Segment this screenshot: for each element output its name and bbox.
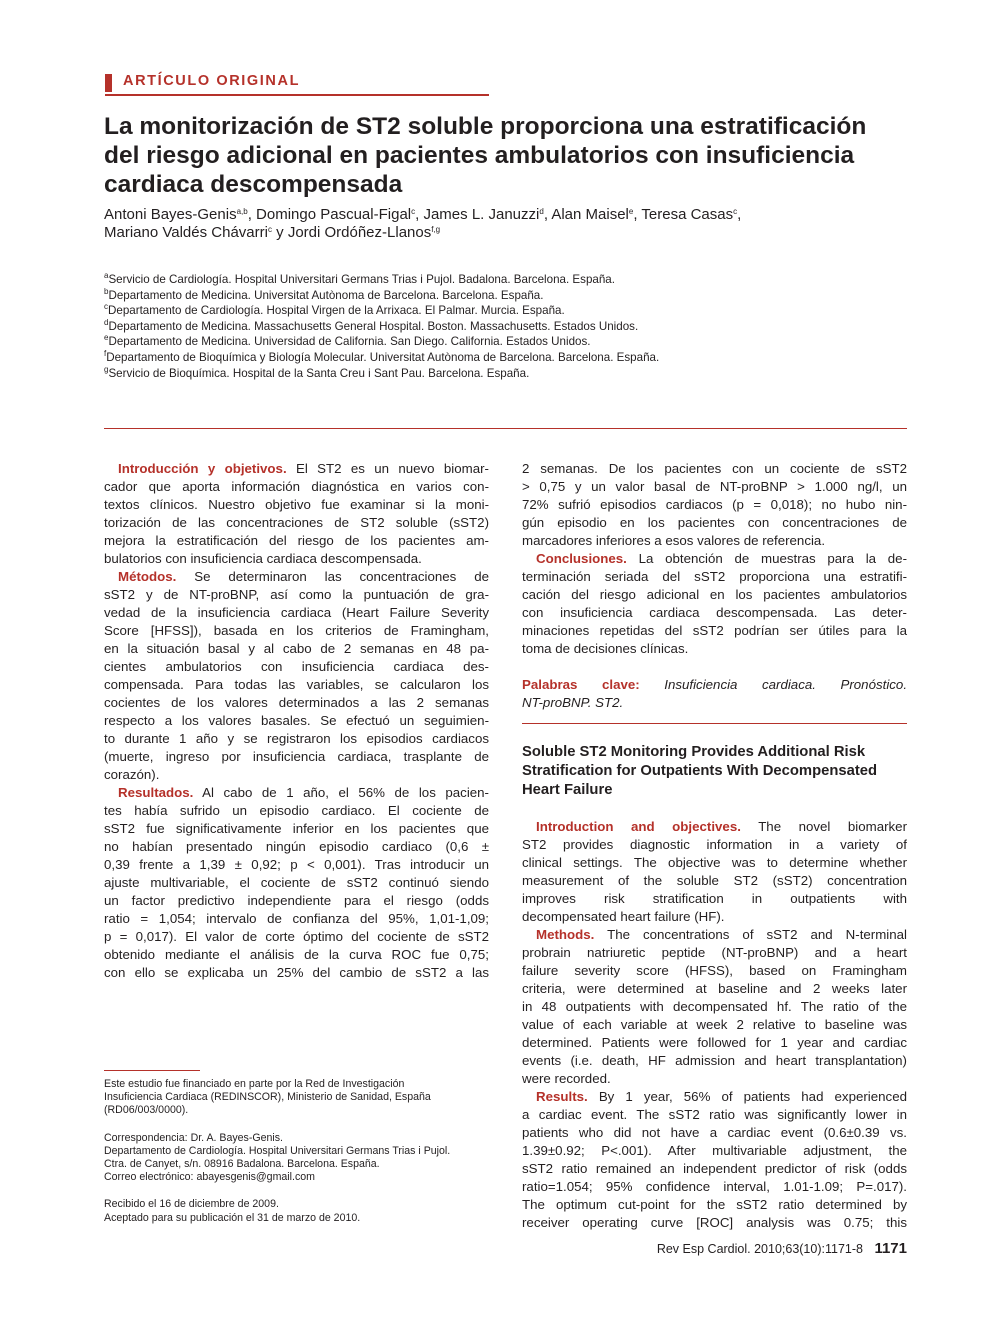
abstract-line-text: ajuste multivariable, el cociente de sST2 continuó siendo <box>104 875 489 890</box>
page-footer <box>657 1240 907 1257</box>
abstract-line-text: (muerte, ingreso por insuficiencia cardiaca, trasplante de <box>104 749 489 764</box>
abstract-line <box>522 998 907 1016</box>
abstract-line <box>104 748 489 766</box>
footnote-gap <box>104 1118 504 1132</box>
abstract-line-text: p = 0,017). El valor de corte óptimo del cociente de sST2 <box>104 929 489 944</box>
methods-paragraph-en <box>522 926 907 1088</box>
abstract-line-text: cocientes de los valores determinados a las 2 semanas <box>104 695 489 710</box>
abstract-line <box>104 640 489 658</box>
affiliation-text: Servicio de Cardiología. Hospital Universitari Germans Trias i Pujol. Badalona. Barcelona. España. <box>108 273 615 286</box>
abstract-line <box>104 838 489 856</box>
author-name: Teresa Casas <box>641 206 734 223</box>
abstract-line <box>522 1106 907 1124</box>
abstract-line-text: terminación seriada del sST2 proporciona una estratifi- <box>522 569 907 584</box>
abstract-line-text: patients who did not have a cardiac event (0.6±0.39 vs. <box>522 1125 907 1140</box>
abstract-line <box>522 1178 907 1196</box>
conclusions-paragraph-es <box>522 550 907 658</box>
abstract-line-text: decompensated heart failure (HF). <box>522 909 725 924</box>
footnote-dates-line: Aceptado para su publicación el 31 de marzo de 2010. <box>104 1211 361 1224</box>
abstract-line <box>522 460 907 478</box>
abstract-line-text: mejora la estratificación del riesgo de los pacientes am- <box>104 533 489 548</box>
abstract-line-text: By 1 year, 56% of patients had experienced <box>598 1089 907 1104</box>
affiliation-mark: e <box>104 333 109 343</box>
keywords-text: NT-proBNP. ST2. <box>522 695 624 710</box>
article-title: La monitorización de ST2 soluble proporciona una estratificación del riesgo adicional en pacientes ambulatorios con insuficiencia cardiaca descompensada <box>104 113 867 198</box>
author-separator: , <box>415 206 420 223</box>
abstract-line-text: 0,39 frente a 1,39 ± 0,92; p < 0,001). Tras introducir un <box>104 857 489 872</box>
abstract-line-text: sST2 ratio remained an independent predictor of risk (odds <box>522 1161 907 1176</box>
abstract-line-text: tes había sufrido un episodio cardiaco. El cociente de <box>104 803 489 818</box>
abstract-line-text: 1.39±0.92; P<.001). After multivariable adjustment, the <box>522 1143 907 1158</box>
abstract-line <box>104 856 489 874</box>
abstract-line <box>522 944 907 962</box>
abstract-line-text: The novel biomarker <box>758 819 907 834</box>
author-separator: y <box>276 224 284 241</box>
abstract-line <box>104 892 489 910</box>
footnote-correspondence-line: Correspondencia: Dr. A. Bayes-Genis. <box>104 1131 284 1144</box>
abstract-line-text: respecto a los valores basales. Se efectuó un seguimien- <box>104 713 489 728</box>
affiliation-mark: f <box>104 348 107 358</box>
affiliation-text: Departamento de Cardiología. Hospital Virgen de la Arrixaca. El Palmar. Murcia. España. <box>108 304 565 318</box>
keywords-rule <box>522 723 907 724</box>
author-affil-mark: c <box>733 207 738 216</box>
affiliation-item <box>104 303 904 319</box>
abstract-line <box>522 514 907 532</box>
abstract-line <box>104 874 489 892</box>
affiliation-item <box>104 272 904 288</box>
footnote-funding-line: Este estudio fue financiado en parte por la Red de Investigación <box>104 1078 405 1090</box>
footnote-funding-line: Insuficiencia Cardiaca (REDINSCOR), Ministerio de Sanidad, España <box>104 1091 431 1104</box>
affiliation-item <box>104 288 904 304</box>
abstract-line-text: determined. Patients were followed for 1 year and cardiac <box>522 1035 907 1050</box>
author-list <box>104 206 904 242</box>
abstract-line <box>104 514 489 532</box>
abstract-line <box>522 1214 907 1232</box>
abstract-line-text: in 48 outpatients with decompensated hf. The ratio of the <box>522 999 907 1014</box>
abstract-line <box>522 640 907 658</box>
abstract-line <box>522 1196 907 1214</box>
footnotes <box>104 1078 504 1225</box>
abstract-line-text: 2 semanas. De los pacientes con un cociente de sST2 <box>522 461 907 476</box>
abstract-line-text: Se determinaron las concentraciones de <box>194 569 489 584</box>
abstract-line <box>522 622 907 640</box>
abstract-line-text: failure severity score (HFSS), based on Framingham <box>522 963 907 978</box>
abstract-line-text: no habían presentado ningún episodio cardiaco (0,6 ± <box>104 839 489 854</box>
abstract-line <box>522 568 907 586</box>
abstract-line <box>522 1142 907 1160</box>
author-line-1 <box>104 206 904 224</box>
author-affil-mark: e <box>628 207 634 216</box>
author-separator: , <box>247 206 252 223</box>
abstract-line-text: value of each variable at week 2 relative to baseline was <box>522 1017 907 1032</box>
affiliation-mark: g <box>104 364 109 374</box>
abstract-line-text: criteria, were determined at baseline and 2 weeks later <box>522 981 907 996</box>
abstract-line <box>104 946 489 964</box>
abstract-line <box>522 1160 907 1178</box>
abstract-line <box>104 964 489 982</box>
abstract-line-text: measurement of the soluble ST2 (sST2) concentration <box>522 873 907 888</box>
abstract-line-text: probrain natriuretic peptide (NT-proBNP) and a heart <box>522 945 907 960</box>
keywords-line <box>522 676 907 694</box>
author-line-2 <box>104 224 904 242</box>
affiliation-item <box>104 366 904 382</box>
abstract-line-text: El ST2 es un nuevo biomar- <box>295 461 489 476</box>
abstract-line <box>104 658 489 676</box>
abstract-top-rule <box>104 428 907 429</box>
affiliation-mark: b <box>104 286 109 296</box>
author-name: Antoni Bayes-Genis <box>104 206 237 223</box>
results-paragraph-es-continued <box>522 460 907 550</box>
abstract-line-text: con ello se explicaba un 25% del cambio de sST2 a las <box>104 965 489 980</box>
abstract-line-text: La obtención de muestras para la de- <box>638 551 907 566</box>
abstract-line-text: marcadores inferiores a esos valores de referencia. <box>522 533 826 548</box>
author-affil-mark: c <box>267 225 272 234</box>
author-name: Mariano Valdés Chávarri <box>104 224 268 241</box>
author-name: Alan Maisel <box>551 206 629 223</box>
abstract-line <box>522 1034 907 1052</box>
author-affil-mark: c <box>411 207 416 216</box>
abstract-line-text: 72% sufrió episodios cardiacos (p = 0,018); no hubo nin- <box>522 497 907 512</box>
abstract-line-text: ratio = 1,054; intervalo de confianza del 95%, 1,01-1,09; <box>104 911 489 926</box>
abstract-line-text: receiver operating curve [ROC] analysis was 0.75; this <box>522 1215 907 1230</box>
section-label-text: ARTÍCULO ORIGINAL <box>123 73 301 89</box>
abstract-line-text: toma de decisiones clínicas. <box>522 641 689 656</box>
abstract-line <box>104 730 489 748</box>
section-keyword: Results. <box>536 1089 588 1104</box>
abstract-line <box>522 980 907 998</box>
abstract-line-text: Al cabo de 1 año, el 56% de los pacien- <box>202 785 489 800</box>
author-separator: , <box>543 206 548 223</box>
section-keyword: Methods. <box>536 927 595 942</box>
abstract-line <box>104 604 489 622</box>
journal-citation: Rev Esp Cardiol. 2010;63(10):1171-8 <box>656 1242 863 1256</box>
abstract-line-text: obtenido mediante el análisis de la curva ROC fue 0,75; <box>104 947 489 962</box>
abstract-line <box>104 694 489 712</box>
affiliation-mark: a <box>104 271 109 280</box>
abstract-es-column-left <box>104 460 489 982</box>
affiliation-text: Servicio de Bioquímica. Hospital de la Santa Creu i Sant Pau. Barcelona. España. <box>108 366 530 380</box>
footnote-correspondence-line: Departamento de Cardiología. Hospital Universitari Germans Trias i Pujol. <box>104 1144 451 1157</box>
footnote-dates-line: Recibido el 16 de diciembre de 2009. <box>104 1198 279 1211</box>
abstract-line <box>522 1016 907 1034</box>
abstract-line <box>522 1052 907 1070</box>
abstract-line-text: cientes ambulatorios con insuficiencia cardiaca des- <box>104 659 489 674</box>
section-keyword: Resultados. <box>118 785 194 800</box>
abstract-line <box>522 1070 907 1088</box>
abstract-line <box>522 532 907 550</box>
abstract-line <box>104 784 489 802</box>
author-separator: , <box>737 206 742 223</box>
abstract-line-text: cación del riesgo adicional en los pacientes ambulatorios <box>522 587 907 602</box>
abstract-line-text: corazón). <box>104 767 160 782</box>
abstract-line-text: improves risk stratification in outpatients with <box>522 891 907 906</box>
abstract-line <box>522 962 907 980</box>
intro-paragraph-en <box>522 818 907 926</box>
abstract-line-text: sST2 fue significativamente inferior en los pacientes que <box>104 821 489 836</box>
section-label-bar <box>105 74 112 92</box>
abstract-line <box>104 766 489 784</box>
abstract-line <box>104 802 489 820</box>
abstract-line <box>522 926 907 944</box>
affiliation-text: Departamento de Medicina. Universitat Autònoma de Barcelona. Barcelona. España. <box>108 288 544 302</box>
abstract-line-text: were recorded. <box>522 1071 611 1086</box>
abstract-line-text: un factor predictivo independiente para el riesgo (odds <box>104 893 489 908</box>
abstract-line <box>104 460 489 478</box>
abstract-line <box>522 890 907 908</box>
abstract-line <box>522 818 907 836</box>
abstract-line <box>104 910 489 928</box>
abstract-line-text: clinical settings. The objective was to determine whether <box>522 855 907 870</box>
affiliation-text: Departamento de Medicina. Massachusetts General Hospital. Boston. Massachusetts. Estados Unidos. <box>108 319 639 333</box>
affiliation-text: Departamento de Bioquímica y Biología Molecular. Universitat Autònoma de Barcelona. Barcelona. España. <box>106 350 660 364</box>
abstract-line-text: vedad de la insuficiencia cardiaca (Heart Failure Severity <box>104 605 489 620</box>
section-keyword: Introducción y objetivos. <box>118 461 287 476</box>
abstract-line-text: bulatorios con insuficiencia cardiaca descompensada. <box>104 551 422 566</box>
abstract-line <box>522 496 907 514</box>
abstract-line-text: textos clínicos. Nuestro objetivo fue examinar si la moni- <box>104 497 489 512</box>
abstract-line-text: a cardiac event. The sST2 ratio was significantly lower in <box>522 1107 907 1122</box>
abstract-line <box>104 568 489 586</box>
footnote-correspondence-line: Ctra. de Canyet, s/n. 08916 Badalona. Barcelona. España. <box>104 1158 380 1171</box>
abstract-line-text: torización de las concentraciones de ST2 soluble (sST2) <box>104 515 489 530</box>
abstract-line-text: The concentrations of sST2 and N-terminal <box>607 927 907 942</box>
author-affil-mark: d <box>539 207 544 216</box>
abstract-line-text: The optimum cut-point for the sST2 ratio determined by <box>522 1197 907 1212</box>
abstract-line <box>522 836 907 854</box>
abstract-line-text: to durante 1 año y se registraron los episodios cardiacos <box>104 731 489 746</box>
affiliation-text: Departamento de Medicina. Universidad de California. San Diego. California. Estados Unidos. <box>108 335 591 349</box>
page-number: 1171 <box>874 1240 907 1257</box>
abstract-line <box>104 550 489 568</box>
abstract-line <box>104 820 489 838</box>
keywords-line <box>522 694 907 712</box>
abstract-line <box>104 586 489 604</box>
abstract-line <box>104 928 489 946</box>
abstract-line-text: compensada. Para todas las variables, se calcularon los <box>104 677 489 692</box>
abstract-line-text: minaciones repetidas del sST2 podrían ser útiles para la <box>522 623 907 638</box>
abstract-line <box>104 496 489 514</box>
author-name: Jordi Ordóñez-Llanos <box>287 224 432 241</box>
english-abstract-title: Soluble ST2 Monitoring Provides Additional Risk Stratification for Outpatients With Decompensated Heart Failure <box>522 744 878 798</box>
affiliation-item <box>104 319 904 335</box>
abstract-line-text: > 0,75 y un valor basal de NT-proBNP > 1.000 ng/l, un <box>522 479 907 494</box>
abstract-line-text: cador que aporta información diagnóstica en varios con- <box>104 479 489 494</box>
abstract-line <box>104 676 489 694</box>
affiliation-list <box>104 272 904 381</box>
author-name: Domingo Pascual-Figal <box>256 206 412 223</box>
abstract-line <box>522 908 907 926</box>
abstract-line <box>104 478 489 496</box>
results-paragraph-es <box>104 784 489 982</box>
keywords-label: Palabras clave: <box>522 677 640 692</box>
abstract-line <box>522 604 907 622</box>
affiliation-item <box>104 334 904 350</box>
methods-paragraph-es <box>104 568 489 784</box>
author-affil-mark: f,g <box>431 225 441 234</box>
author-name: James L. Januzzi <box>423 206 540 223</box>
abstract-line <box>104 532 489 550</box>
abstract-line <box>104 622 489 640</box>
footnote-rule <box>104 1070 200 1071</box>
section-label <box>105 72 489 96</box>
footnote-funding-line: (RD06/003/0000). <box>104 1104 189 1117</box>
section-keyword: Conclusiones. <box>536 551 627 566</box>
abstract-line <box>522 854 907 872</box>
abstract-line-text: ST2 provides diagnostic information in a variety of <box>522 837 907 852</box>
abstract-line-text: sST2 y de NT-proBNP, así como la puntuación de gra- <box>104 587 489 602</box>
affiliation-mark: c <box>104 302 108 312</box>
results-paragraph-en <box>522 1088 907 1232</box>
abstract-line <box>522 550 907 568</box>
abstract-line <box>522 586 907 604</box>
author-affil-mark: a,b <box>236 207 248 216</box>
keywords-block <box>522 676 907 712</box>
author-separator: , <box>633 206 638 223</box>
abstract-line-text: events (i.e. death, HF admission and heart transplantation) <box>522 1053 907 1068</box>
intro-paragraph-es <box>104 460 489 568</box>
abstract-line <box>104 712 489 730</box>
footnote-correspondence-line: Correo electrónico: abayesgenis@gmail.com <box>104 1171 315 1184</box>
abstract-line-text: ratio=1.054; 95% confidence interval, 1.01-1.09; P=.017). <box>522 1179 907 1194</box>
abstract-line-text: gún episodio en los pacientes con concentraciones de <box>522 515 907 530</box>
affiliation-mark: d <box>104 317 109 327</box>
section-keyword: Métodos. <box>118 569 177 584</box>
affiliation-item <box>104 350 904 366</box>
footnote-gap <box>104 1184 504 1198</box>
abstract-en-column <box>522 818 907 1232</box>
abstract-line-text: con insuficiencia cardiaca descompensada. Las deter- <box>522 605 907 620</box>
abstract-line <box>522 1124 907 1142</box>
keywords-text: Insuficiencia cardiaca. Pronóstico. <box>664 677 908 692</box>
section-keyword: Introduction and objectives. <box>536 819 741 834</box>
abstract-line <box>522 478 907 496</box>
abstract-line-text: Score [HFSS]), basada en los criterios de Framingham, <box>104 623 489 638</box>
abstract-line <box>522 872 907 890</box>
abstract-line <box>522 1088 907 1106</box>
abstract-line-text: en la situación basal y al cabo de 2 semanas en 48 pa- <box>104 641 489 656</box>
abstract-es-column-right <box>522 460 907 712</box>
